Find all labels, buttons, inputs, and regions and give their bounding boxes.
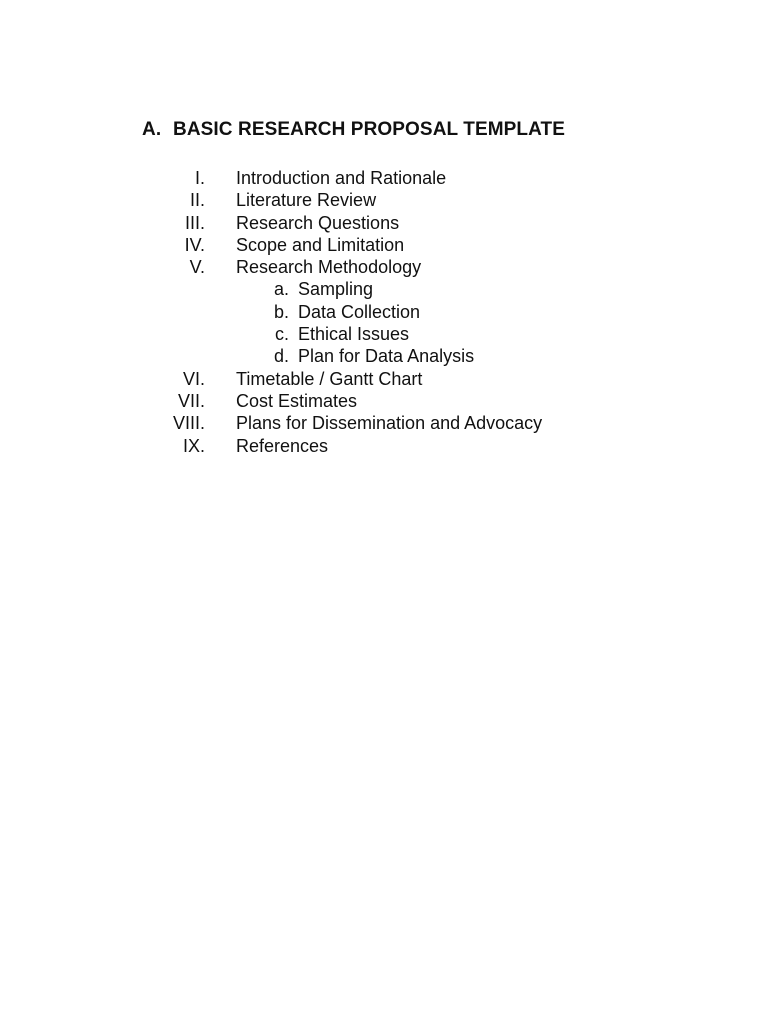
section-label: Cost Estimates xyxy=(236,390,358,411)
section-label: Scope and Limitation xyxy=(236,234,405,255)
section-item xyxy=(0,368,768,390)
section-item xyxy=(0,256,768,278)
subsection-item xyxy=(0,278,768,300)
section-label: Introduction and Rationale xyxy=(236,168,447,188)
subsection-label: Sampling xyxy=(298,279,374,300)
section-label: Literature Review xyxy=(236,190,377,211)
section-item xyxy=(0,212,768,234)
section-number: IX. xyxy=(182,435,205,456)
section-label: Timetable / Gantt Chart xyxy=(236,368,423,389)
section-label: Research Methodology xyxy=(236,257,422,278)
heading-title: BASIC RESEARCH PROPOSAL TEMPLATE xyxy=(173,119,566,140)
section-item xyxy=(0,189,768,211)
section-item xyxy=(0,167,768,189)
section-label: Research Questions xyxy=(236,212,400,233)
section-number: IV. xyxy=(184,234,205,255)
section-number: III. xyxy=(184,212,205,233)
section-number: VII. xyxy=(177,390,205,411)
subsection-letter: c. xyxy=(274,324,289,345)
section-item xyxy=(0,390,768,412)
section-item xyxy=(0,234,768,256)
document-heading xyxy=(142,119,565,141)
subsection-label: Plan for Data Analysis xyxy=(298,346,475,367)
subsection-letter: b. xyxy=(273,301,289,322)
section-item xyxy=(0,435,768,457)
section-label: Plans for Dissemination and Advocacy xyxy=(236,413,543,434)
section-number: I. xyxy=(194,168,205,188)
section-number: VIII. xyxy=(172,413,205,434)
section-item xyxy=(0,412,768,434)
section-label: References xyxy=(236,435,329,456)
subsection-label: Ethical Issues xyxy=(298,324,410,345)
subsection-letter: a. xyxy=(273,279,289,300)
heading-letter: A. xyxy=(142,119,162,140)
subsection-letter: d. xyxy=(273,346,289,367)
section-number: V. xyxy=(189,257,205,278)
subsection-item xyxy=(0,323,768,345)
section-number: II. xyxy=(189,190,205,211)
proposal-outline xyxy=(0,167,768,457)
subsection-label: Data Collection xyxy=(298,301,421,322)
section-number: VI. xyxy=(182,368,205,389)
subsection-item xyxy=(0,301,768,323)
subsection-item xyxy=(0,345,768,367)
